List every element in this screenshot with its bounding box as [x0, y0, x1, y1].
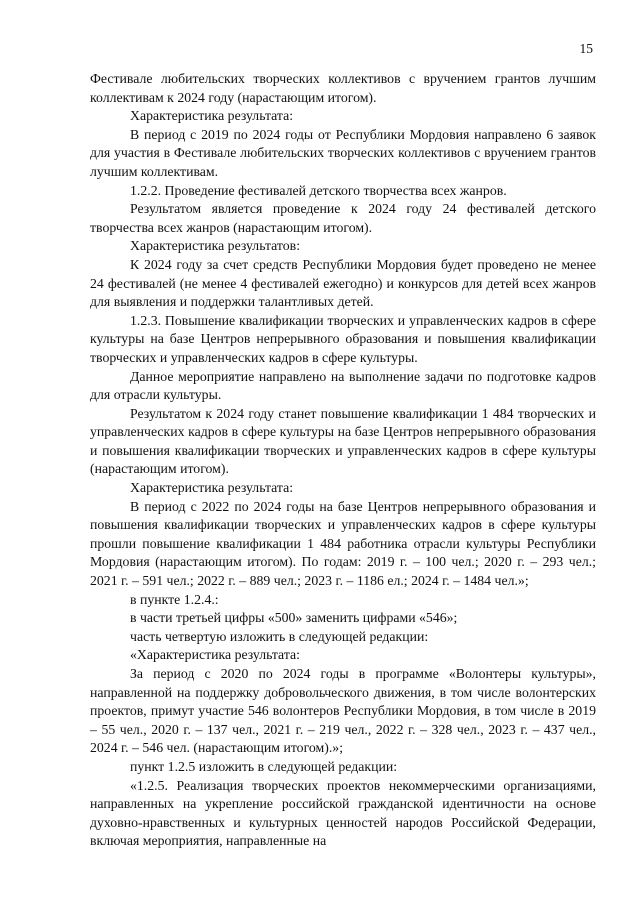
document-body [90, 70, 596, 851]
paragraph: в части третьей цифры «500» заменить цифрами «546»; [130, 610, 458, 626]
paragraph: В период с 2022 по 2024 годы на базе Центров непрерывного образования и повышения квалификации творческих и управленческих кадров в сфере культуры прошли повышение квалификации 1 484 работника отрасли культуры Республики Мордовия (нарастающим итогом). По годам: 2019 г. – 100 чел.; 2020 г. – 293 чел.; 2021 г. – 591 чел.; 2022 г. – 889 чел.; 2023 г. – 1186 ел.; 2024 г. – 1484 чел.»; [90, 498, 596, 589]
paragraph: 1.2.2. Проведение фестивалей детского творчества всех жанров. [130, 182, 507, 198]
page-number: 15 [579, 41, 593, 56]
paragraph: За период с 2020 по 2024 годы в программе «Волонтеры культуры», направленной на поддержку добровольческого движения, в том числе волонтерских проектов, примут участие 546 волонтеров Республики Мордовия, в том числе в 2019 – 55 чел., 2020 г. – 137 чел., 2021 г. – 219 чел., 2022 г. – 328 чел., 2023 г. – 437 чел., 2024 г. – 546 чел. (нарастающим итогом).»; [90, 666, 596, 756]
paragraph: В период с 2019 по 2024 годы от Республики Мордовия направлено 6 заявок для участия в Фестивале любительских творческих коллективов с вручением грантов лучшим коллективам. [90, 126, 596, 179]
paragraph: пункт 1.2.5 изложить в следующей редакции: [130, 758, 398, 774]
paragraph: «1.2.5. Реализация творческих проектов некоммерческими организациями, направленных на укрепление российской гражданской идентичности на основе духовно-нравственных и культурных ценностей народов Российской Федерации, включая мероприятия, направленные на [90, 777, 596, 849]
paragraph: Результатом является проведение к 2024 году 24 фестивалей детского творчества всех жанров (нарастающим итогом). [90, 201, 596, 235]
paragraph: 1.2.3. Повышение квалификации творческих и управленческих кадров в сфере культуры на базе Центров непрерывного образования и повышения квалификации творческих и управленческих кадров в сфере культуры. [90, 312, 596, 365]
paragraph: Характеристика результатов: [130, 238, 301, 254]
paragraph: часть четвертую изложить в следующей редакции: [130, 628, 429, 644]
paragraph: Фестивале любительских творческих коллективов с вручением грантов лучшим коллективам к 2024 году (нарастающим итогом). [90, 71, 596, 105]
paragraph: Результатом к 2024 году станет повышение квалификации 1 484 творческих и управленческих кадров в сфере культуры на базе Центров непрерывного образования и повышения квалификации творческих и управленческих кадров в сфере культуры (нарастающим итогом). [90, 405, 596, 477]
paragraph: К 2024 году за счет средств Республики Мордовия будет проведено не менее 24 фестивалей (не менее 4 фестивалей ежегодно) и конкурсов для детей всех жанров для выявления и поддержки талантливых детей. [90, 256, 596, 310]
paragraph: в пункте 1.2.4.: [130, 591, 219, 607]
paragraph: Характеристика результата: [130, 480, 294, 496]
paragraph: Характеристика результата: [130, 108, 294, 124]
paragraph: «Характеристика результата: [130, 647, 300, 663]
paragraph: Данное мероприятие направлено на выполнение задачи по подготовке кадров для отрасли культуры. [90, 368, 596, 403]
